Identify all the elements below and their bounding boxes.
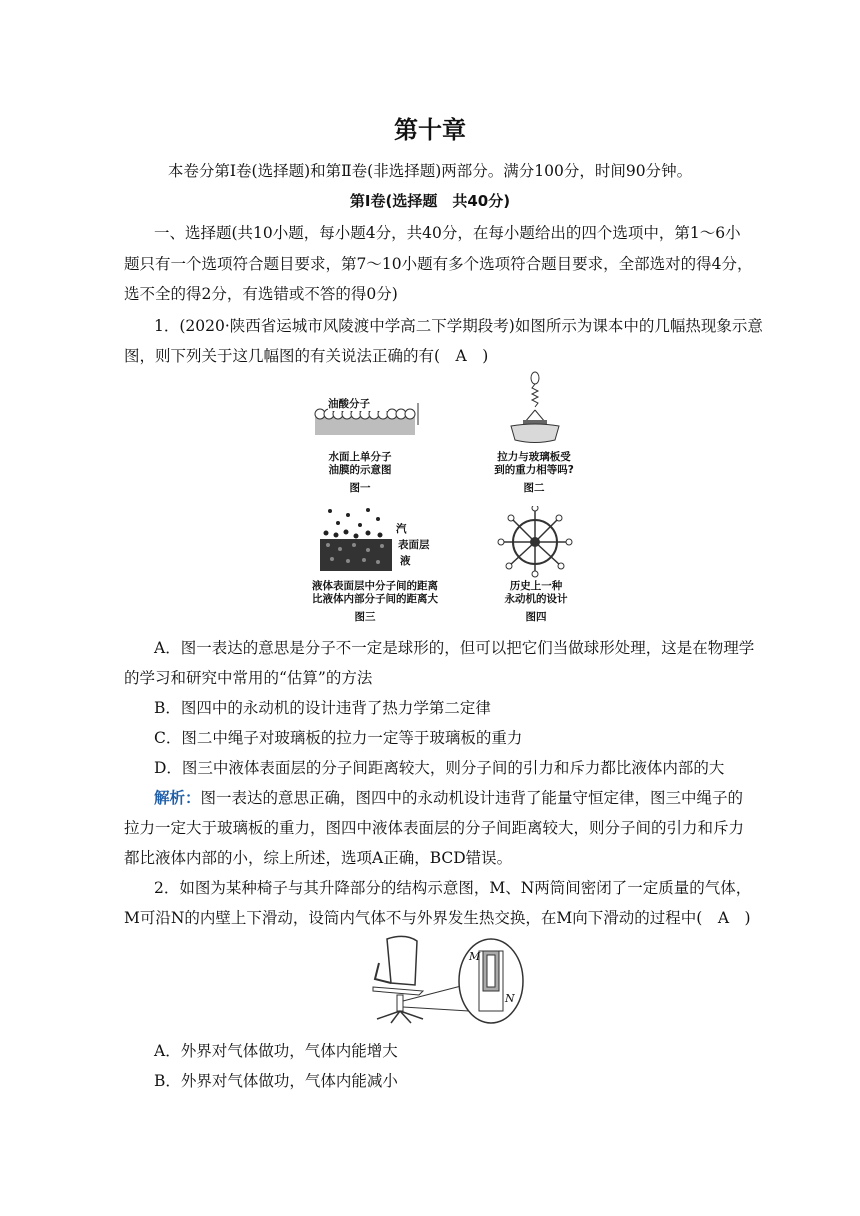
fig4-caption-line-2: 永动机的设计 [504, 593, 568, 605]
fig3-vapor-label: 汽 [396, 523, 407, 535]
analysis-label: 解析： [154, 788, 201, 807]
fig1-name: 图一 [349, 482, 371, 494]
perpetual-motion-wheel-diagram [495, 506, 575, 578]
fig3-name: 图三 [354, 611, 376, 623]
q1-option-d: D．图三中液体表面层的分子间距离较大，则分子间的引力和斥力都比液体内部的大 [154, 759, 725, 777]
fig3-liquid-label: 液 [400, 555, 411, 567]
section-title: 第Ⅰ卷(选择题 共40分) [349, 192, 511, 210]
glass-plate-diagram [505, 370, 565, 450]
q1-stem-line-2: 图，则下列关于这几幅图的有关说法正确的有( A ) [124, 347, 489, 365]
fig3-surface-label: 表面层 [398, 539, 430, 551]
label-m: M [469, 950, 481, 963]
q2-stem-line-1: 2．如图为某种椅子与其升降部分的结构示意图，M、N两筒间密闭了一定质量的气体， [154, 879, 752, 897]
page-title: 第十章 [394, 116, 466, 144]
q2-option-a: A．外界对气体做功，气体内能增大 [154, 1042, 398, 1060]
fig2-name: 图二 [523, 482, 545, 494]
q2-option-b: B．外界对气体做功，气体内能减小 [154, 1072, 398, 1090]
q1-option-b: B．图四中的永动机的设计违背了热力学第二定律 [154, 699, 491, 717]
q2-stem-line-2: M可沿N的内壁上下滑动，设筒内气体不与外界发生热交换，在M向下滑动的过程中( A ) [124, 909, 751, 927]
fig1-caption-line-2: 油膜的示意图 [328, 464, 392, 476]
surface-layer-diagram [318, 505, 398, 575]
fig2-caption-line-1: 拉力与玻璃板受 [497, 451, 571, 463]
q1-option-c: C．图二中绳子对玻璃板的拉力一定等于玻璃板的重力 [154, 729, 523, 747]
exam-intro: 本卷分第Ⅰ卷(选择题)和第Ⅱ卷(非选择题)两部分。满分100分，时间90分钟。 [167, 162, 693, 180]
fig3-caption-line-1: 液体表面层中分子间的距离 [312, 580, 438, 592]
instructions-line-1: 一、选择题(共10小题，每小题4分，共40分，在每小题给出的四个选项中，第1～6小 [154, 224, 741, 242]
q1-analysis-line-3: 都比液体内部的小，综上所述，选项A正确，BCD错误。 [124, 849, 513, 867]
fig4-name: 图四 [525, 611, 547, 623]
q1-analysis-line-2: 拉力一定大于玻璃板的重力，图四中液体表面层的分子间距离较大，则分子间的引力和斥力 [124, 819, 745, 837]
chair-cylinder-diagram [365, 933, 530, 1028]
q1-option-a-line-1: A．图一表达的意思是分子不一定是球形的，但可以把它们当做球形处理，这是在物理学 [154, 639, 755, 657]
fig1-label: 油酸分子 [328, 398, 388, 411]
fig2-caption-line-2: 到的重力相等吗? [494, 464, 574, 476]
instructions-line-3: 选不全的得2分，有选错或不答的得0分) [124, 285, 398, 303]
instructions-line-2: 题只有一个选项符合题目要求，第7～10小题有多个选项符合题目要求，全部选对的得4分， [124, 255, 753, 273]
q1-option-a-line-2: 的学习和研究中常用的“估算”的方法 [124, 669, 373, 687]
fig1-caption-line-1: 水面上单分子 [328, 451, 392, 463]
label-n: N [505, 992, 515, 1005]
fig3-caption-line-2: 比液体内部分子间的距离大 [312, 593, 438, 605]
q1-analysis-line-1 [154, 787, 744, 809]
fig4-caption-line-1: 历史上一种 [509, 580, 563, 592]
q1-analysis-text-1: 图一表达的意思正确，图四中的永动机设计违背了能量守恒定律，图三中绳子的 [200, 789, 744, 807]
q1-stem-line-1: 1．(2020·陕西省运城市风陵渡中学高二下学期段考)如图所示为课本中的几幅热现象示意 [154, 317, 763, 335]
